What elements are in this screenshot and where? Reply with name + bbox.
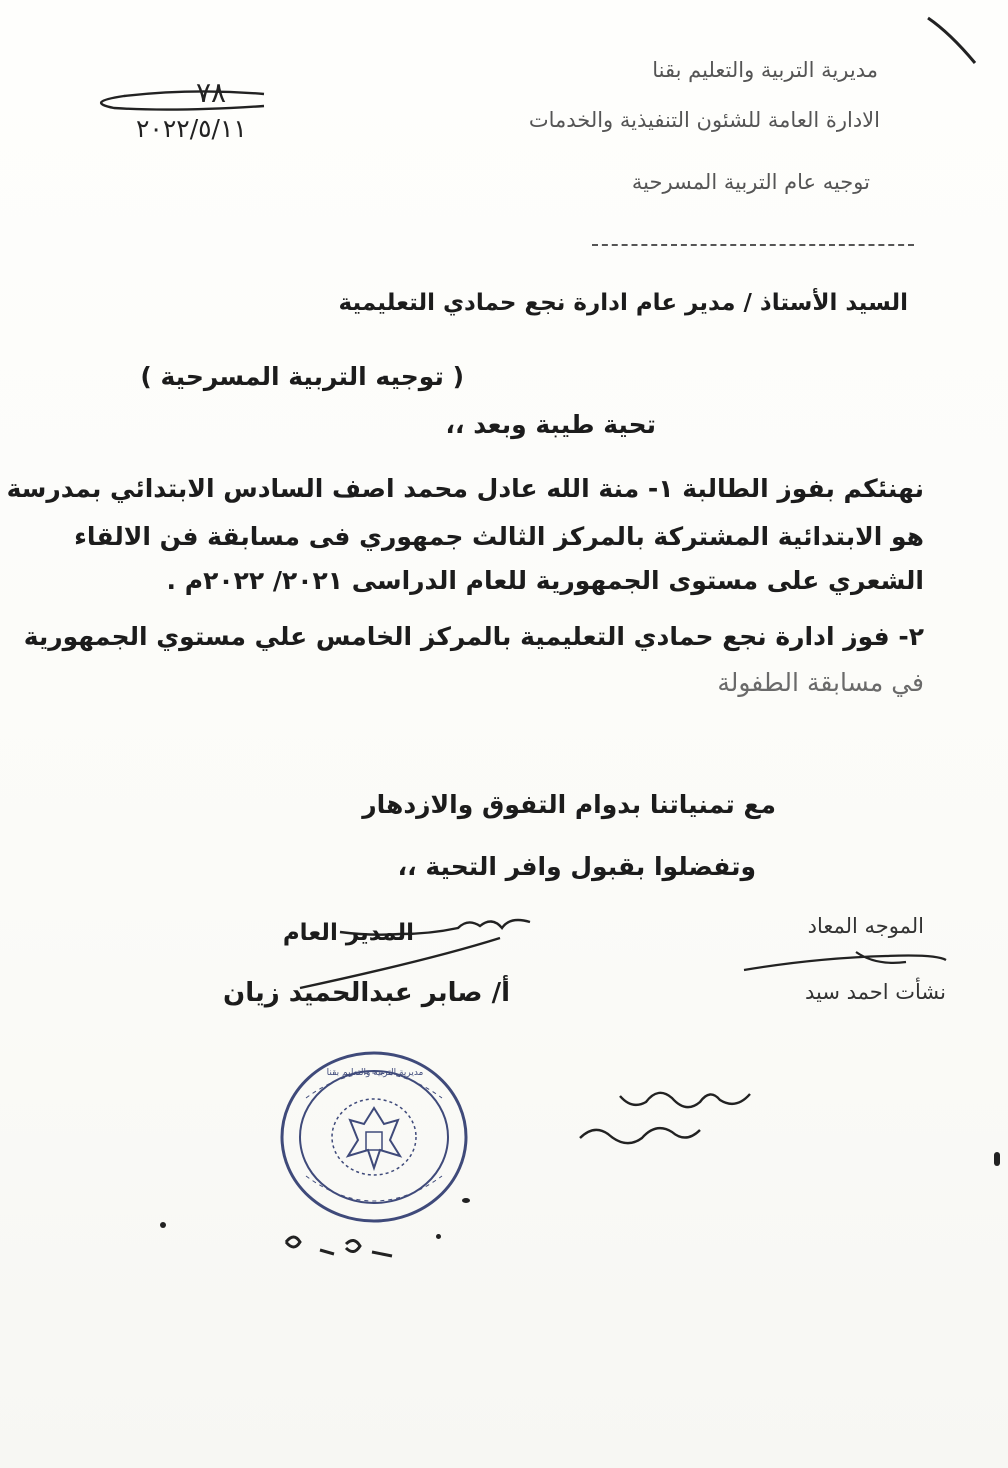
header-administration: الادارة العامة للشئون التنفيذية والخدمات: [528, 108, 880, 132]
subject-line: ( توجيه التربية المسرحية ): [140, 362, 464, 391]
right-signature-scribble: [736, 940, 956, 980]
left-signatory-name: أ/ صابر عبدالحميد زيان: [223, 978, 510, 1008]
ink-dot: [994, 1152, 1000, 1166]
left-signatory-title: المدير العام: [282, 920, 414, 946]
ink-dot: [462, 1198, 470, 1203]
recipient-line: السيد الأستاذ / مدير عام ادارة نجع حمادي التعليمية: [338, 290, 908, 316]
ink-dot: [436, 1234, 441, 1239]
item2-line2: في مسابقة الطفولة: [717, 668, 924, 697]
header-directorate: مديرية التربية والتعليم بقنا: [652, 58, 878, 82]
handwritten-note: [560, 1080, 770, 1160]
item1-line3: الشعري على مستوى الجمهورية للعام الدراسى ٢٠٢١/ ٢٠٢٢م .: [166, 566, 924, 595]
item1-line2: هو الابتدائية المشتركة بالمركز الثالث جمهوري فى مسابقة فن الالقاء: [74, 522, 924, 551]
right-signatory-title: الموجه المعاد: [807, 914, 924, 938]
reference-date: ٢٠٢٢/٥/١١: [136, 114, 247, 143]
right-signatory-name: نشأت احمد سيد: [804, 980, 946, 1004]
item2-line1: ٢- فوز ادارة نجع حمادي التعليمية بالمركز الخامس علي مستوي الجمهورية: [23, 622, 924, 651]
reference-number: ٧٨: [196, 76, 227, 109]
reference-swoosh: [84, 78, 274, 118]
greeting-line: تحية طيبة وبعد ،،: [445, 410, 656, 439]
item1-line1: نهنئكم بفوز الطالبة ١- منة الله عادل محمد اصف السادس الابتدائي بمدرسة: [6, 474, 924, 503]
closing-regards: وتفضلوا بقبول وافر التحية ،،: [397, 852, 756, 881]
corner-stroke: [920, 8, 1000, 78]
header-divider: [592, 244, 914, 246]
stamp-serial-scribble: [280, 1228, 400, 1278]
header-department: توجيه عام التربية المسرحية: [631, 170, 870, 194]
closing-wishes: مع تمنياتنا بدوام التفوق والازدهار: [362, 790, 776, 819]
stamp-legend: مديرية التربية والتعليم بقنا: [326, 1068, 424, 1078]
ink-dot: [160, 1222, 166, 1228]
